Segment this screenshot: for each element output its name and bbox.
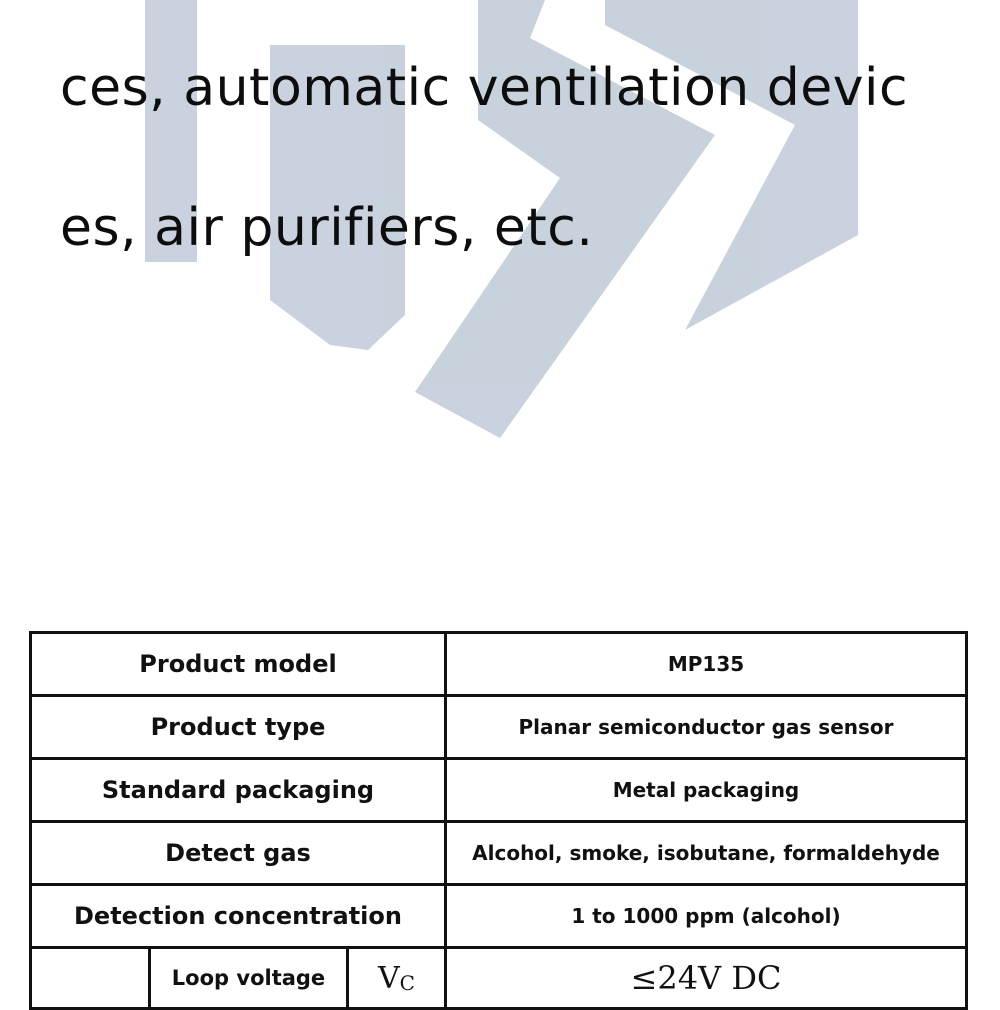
- spec-label-detect-gas: Detect gas: [31, 822, 446, 885]
- spec-row-product-type: [31, 696, 967, 759]
- spec-label-standard-packaging: Standard packaging: [31, 759, 446, 822]
- spec-category-cell: [31, 948, 150, 1009]
- spec-value-standard-packaging: Metal packaging: [446, 759, 967, 822]
- spec-row-loop-voltage: [31, 948, 967, 1009]
- spec-row-detect-gas: [31, 822, 967, 885]
- spec-symbol-vc: [348, 948, 446, 1009]
- spec-row-standard-packaging: [31, 759, 967, 822]
- spec-value-product-model: MP135: [446, 633, 967, 696]
- spec-table: [29, 631, 968, 1010]
- symbol-main: V: [378, 960, 400, 996]
- spec-row-detection-concentration: [31, 885, 967, 948]
- spec-value-product-type: Planar semiconductor gas sensor: [446, 696, 967, 759]
- symbol-subscript: C: [399, 970, 415, 995]
- spec-label-product-type: Product type: [31, 696, 446, 759]
- spec-label-product-model: Product model: [31, 633, 446, 696]
- spec-row-product-model: [31, 633, 967, 696]
- intro-text-line-1: ces, automatic ventilation devic: [60, 58, 909, 118]
- spec-value-detect-gas: Alcohol, smoke, isobutane, formaldehyde: [446, 822, 967, 885]
- spec-label-detection-concentration: Detection concentration: [31, 885, 446, 948]
- spec-value-detection-concentration: 1 to 1000 ppm (alcohol): [446, 885, 967, 948]
- intro-text-line-2: es, air purifiers, etc.: [60, 198, 594, 258]
- spec-label-loop-voltage: Loop voltage: [150, 948, 348, 1009]
- spec-value-loop-voltage: ≤24V DC: [446, 948, 967, 1009]
